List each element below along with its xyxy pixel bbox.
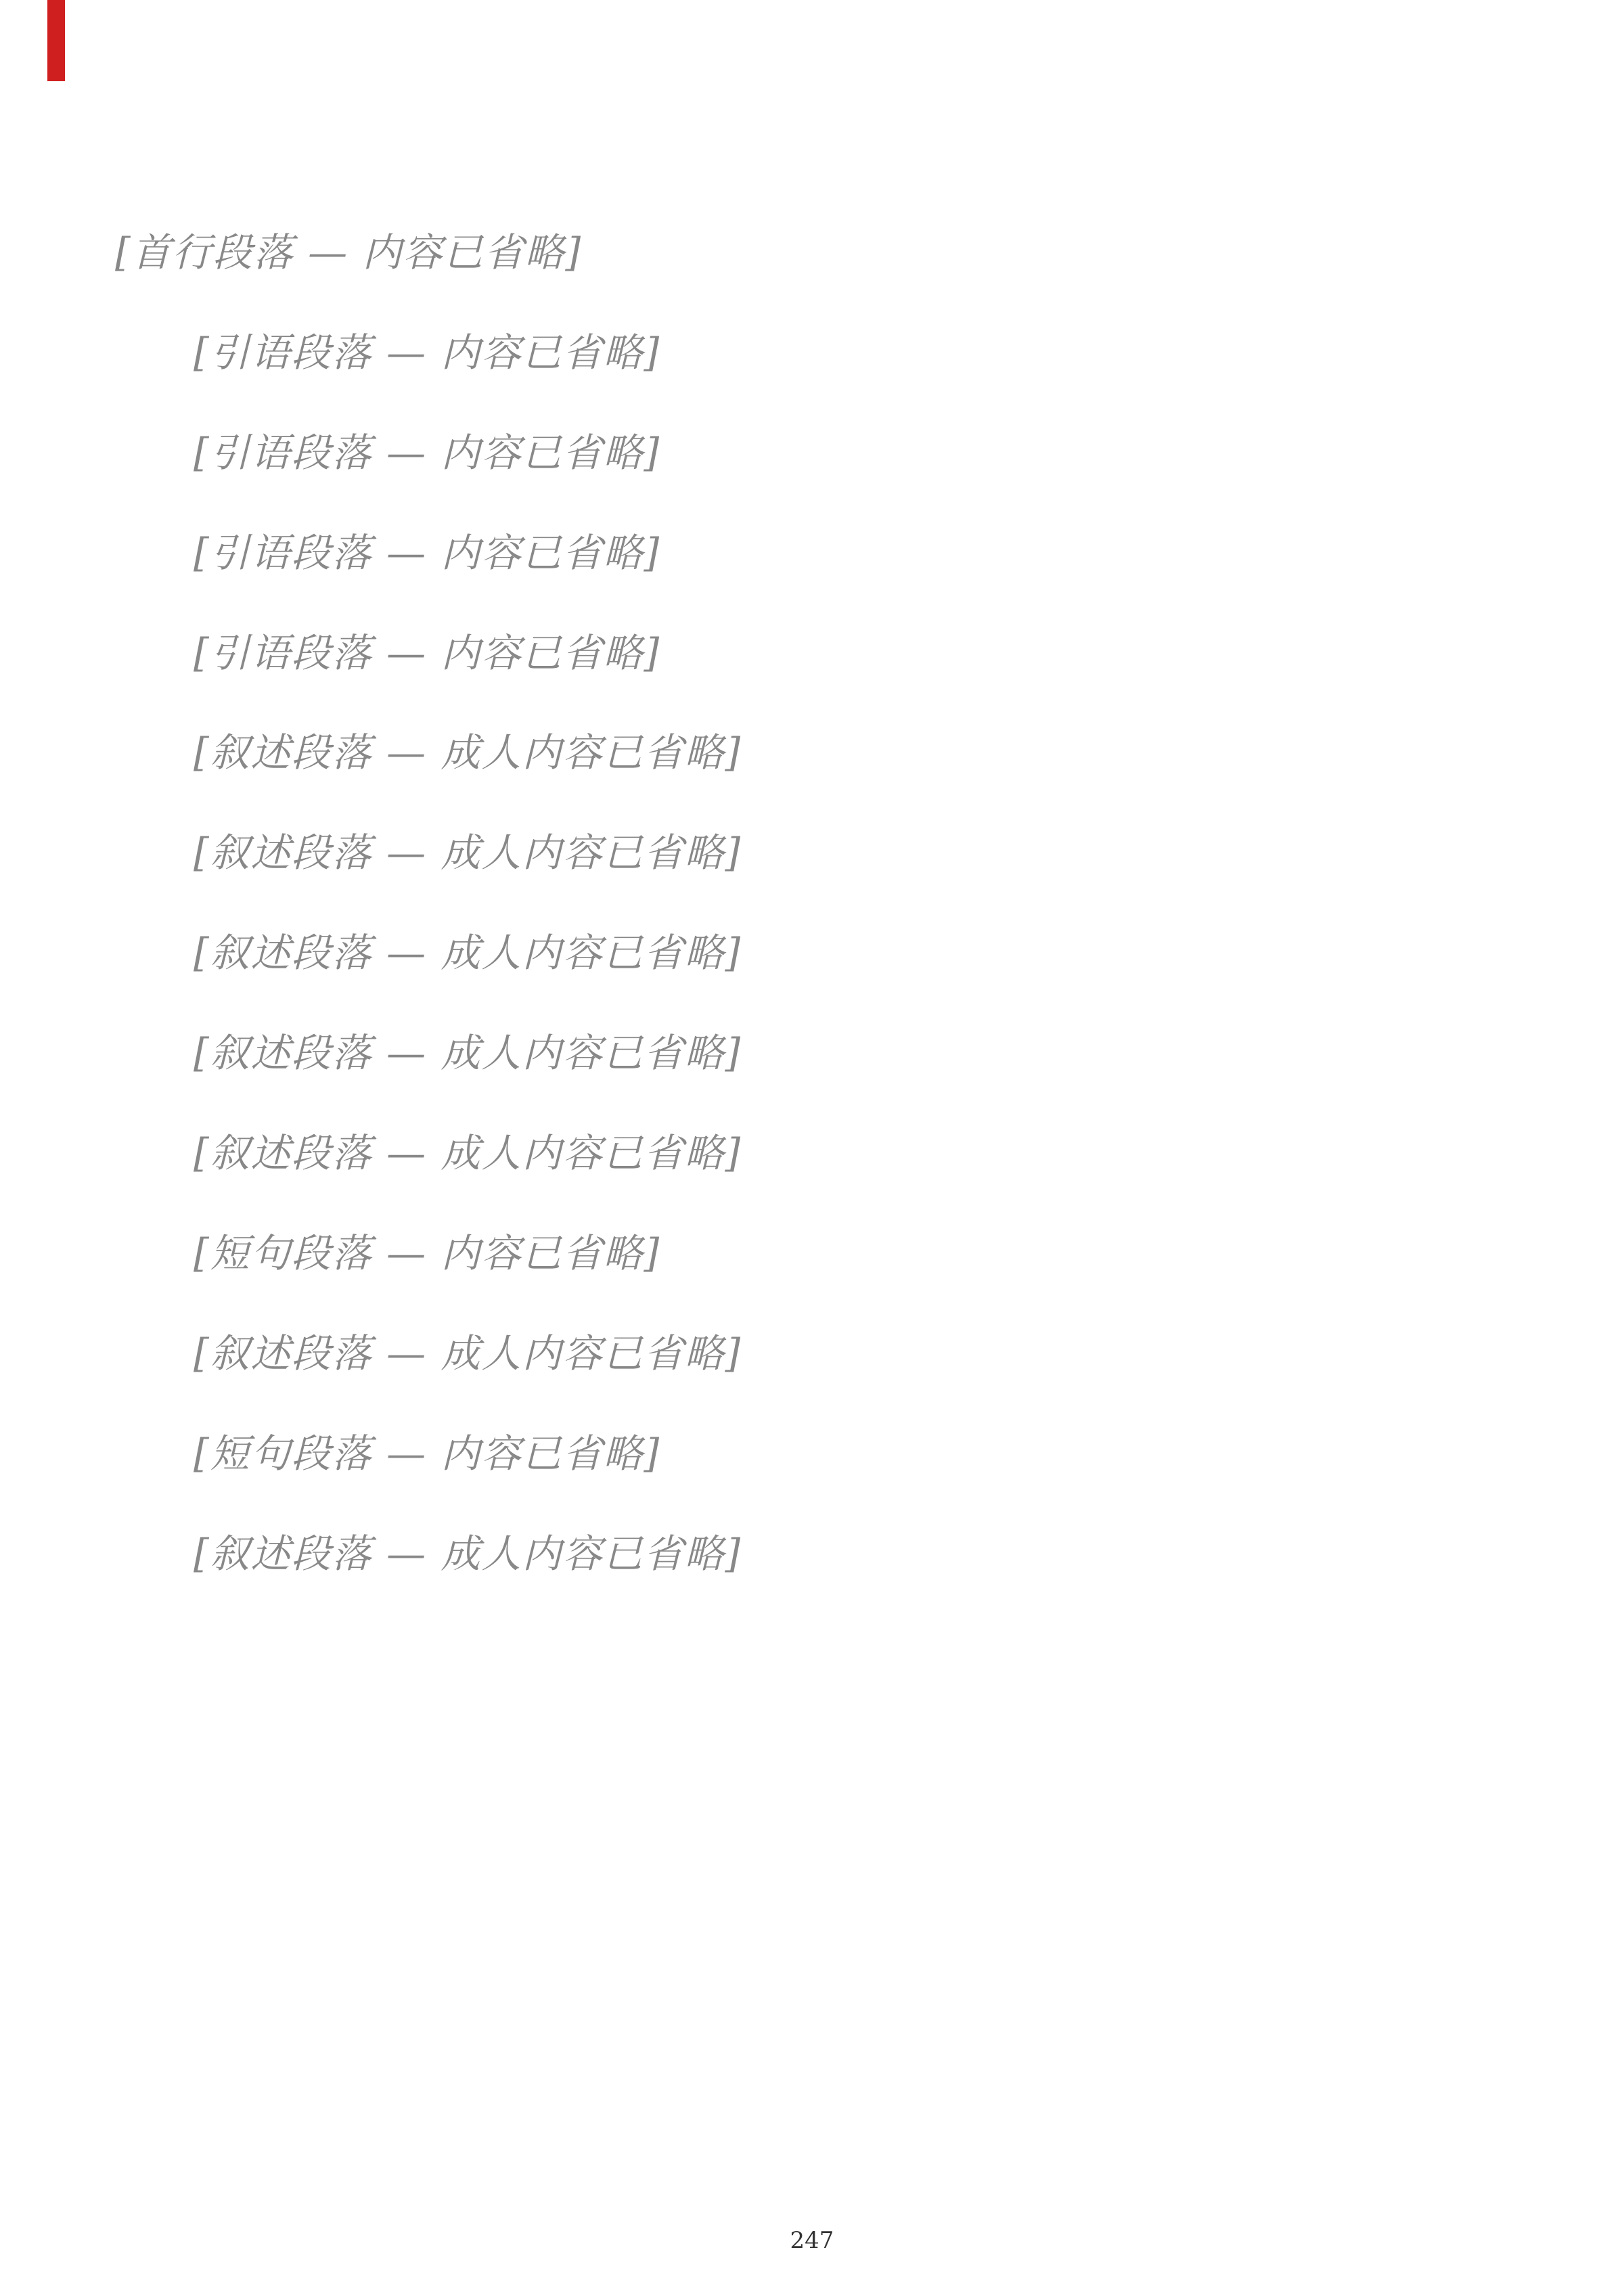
paragraph: [叙述段落 — 成人内容已省略] [194, 1330, 742, 1376]
paragraph: [叙述段落 — 成人内容已省略] [194, 1130, 742, 1177]
paragraph: [引语段落 — 内容已省略] [194, 429, 661, 476]
paragraph: [短句段落 — 内容已省略] [194, 1430, 661, 1477]
page-corner-marker [47, 0, 65, 81]
paragraph: [叙述段落 — 成人内容已省略] [194, 930, 742, 976]
paragraph: [叙述段落 — 成人内容已省略] [194, 1030, 742, 1077]
paragraph: [引语段落 — 内容已省略] [194, 529, 661, 576]
paragraph: [引语段落 — 内容已省略] [194, 629, 661, 676]
paragraph: [首行段落 — 内容已省略] [115, 229, 583, 275]
paragraph: [叙述段落 — 成人内容已省略] [194, 830, 742, 876]
paragraph: [短句段落 — 内容已省略] [194, 1230, 661, 1276]
page-number: 247 [790, 2227, 834, 2254]
body-text-block [115, 203, 1509, 1604]
paragraph: [叙述段落 — 成人内容已省略] [194, 729, 742, 776]
paragraph: [引语段落 — 内容已省略] [194, 329, 661, 376]
paragraph: [叙述段落 — 成人内容已省略] [194, 1530, 742, 1577]
